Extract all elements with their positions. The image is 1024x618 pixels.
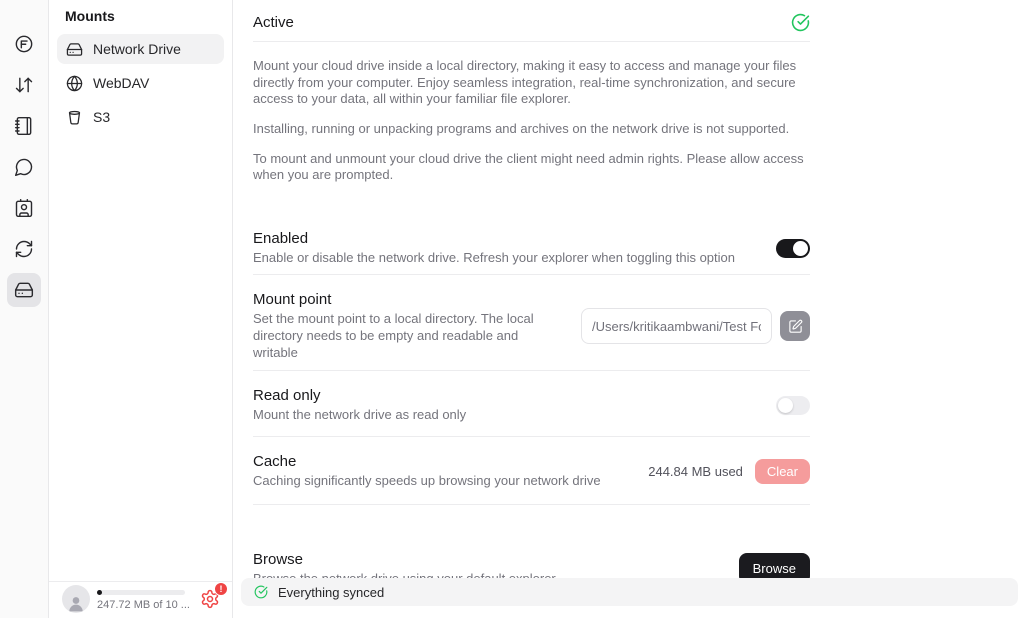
setting-row-read-only <box>253 371 810 437</box>
notebook-icon <box>14 116 34 136</box>
setting-description: Caching significantly speeds up browsing your network drive <box>253 472 601 488</box>
storage-progress-fill <box>97 590 102 595</box>
toggle-knob <box>778 398 793 413</box>
filen-logo-icon <box>14 34 34 54</box>
setting-title: Read only <box>253 387 321 405</box>
settings-list <box>253 217 810 602</box>
rail-item-logo[interactable] <box>7 27 41 61</box>
bucket-icon <box>66 109 83 126</box>
setting-description: Mount the network drive as read only <box>253 407 467 423</box>
sidebar-item-webdav[interactable] <box>57 68 224 98</box>
section-header <box>253 0 810 42</box>
setting-title: Browse <box>253 550 304 568</box>
setting-text <box>253 453 601 490</box>
alert-badge: ! <box>214 582 228 596</box>
rail-item-chats[interactable] <box>7 150 41 184</box>
mount-point-input[interactable] <box>581 308 772 344</box>
sidebar-item-s3[interactable] <box>57 102 224 132</box>
read-only-toggle[interactable] <box>776 396 810 415</box>
main-area <box>234 0 1024 618</box>
user-icon <box>66 593 86 613</box>
clear-cache-button[interactable]: Clear <box>755 459 810 484</box>
storage-usage <box>97 588 191 611</box>
intro-paragraph: To mount and unmount your cloud drive the client might need admin rights. Please allow access when you are prompted. <box>253 150 804 183</box>
edit-mount-point-button[interactable] <box>780 311 810 341</box>
arrow-down-up-icon <box>14 75 34 95</box>
setting-description: Enable or disable the network drive. Refresh your explorer when toggling this option <box>253 249 735 265</box>
hard-drive-icon <box>14 280 34 300</box>
intro-paragraph: Installing, running or unpacking programs and archives on the network drive is not supported. <box>253 120 790 136</box>
setting-text <box>253 291 565 361</box>
circle-check-icon <box>254 585 268 599</box>
storage-text: 247.72 MB of 10 ... <box>97 598 190 611</box>
account-footer <box>49 581 232 618</box>
setting-text <box>253 230 735 267</box>
setting-title: Mount point <box>253 291 332 309</box>
intro-paragraph: Mount your cloud drive inside a local directory, making it easy to access and manage your files directly from your computer. Enjoy seamless integration, real-time synchronization, and secure access to your data, all within your familiar file explorer. <box>253 58 797 107</box>
icon-rail <box>0 0 49 618</box>
rail-item-notes[interactable] <box>7 109 41 143</box>
sidebar-item-label: S3 <box>93 109 111 125</box>
setting-row-mount-point <box>253 275 810 371</box>
message-circle-icon <box>14 157 34 177</box>
setting-title: Cache <box>253 452 297 470</box>
enabled-toggle[interactable] <box>776 239 810 258</box>
square-pen-icon <box>788 319 803 334</box>
storage-progressbar <box>97 590 185 595</box>
panel-title: Mounts <box>65 8 115 24</box>
network-drive-settings <box>253 0 810 602</box>
mounts-panel <box>49 0 233 618</box>
browse-button[interactable]: Browse <box>739 553 810 584</box>
cache-control <box>648 459 810 484</box>
setting-description: Set the mount point to a local directory. The local directory needs to be empty and readable and writable <box>253 311 534 360</box>
sidebar-item-label: Network Drive <box>93 41 181 57</box>
setting-row-enabled <box>253 217 810 276</box>
rail-item-mounts[interactable] <box>7 273 41 307</box>
setting-text <box>253 387 466 424</box>
mount-point-control <box>581 308 810 344</box>
circle-check-icon <box>791 13 810 32</box>
sync-status-bar <box>241 578 1018 606</box>
mounts-nav <box>49 34 232 132</box>
rail-item-contacts[interactable] <box>7 191 41 225</box>
rail-item-sync[interactable] <box>7 232 41 266</box>
toggle-knob <box>793 241 808 256</box>
contact-card-icon <box>14 198 34 218</box>
setting-row-cache <box>253 437 810 505</box>
hard-drive-icon <box>66 41 83 58</box>
sidebar-item-network-drive[interactable] <box>57 34 224 64</box>
settings-gear-button[interactable] <box>200 583 223 609</box>
sync-status-text: Everything synced <box>278 584 385 600</box>
avatar[interactable] <box>62 585 90 613</box>
setting-title: Enabled <box>253 229 309 247</box>
refresh-sync-icon <box>14 239 34 259</box>
rail-item-transfers[interactable] <box>7 68 41 102</box>
sidebar-item-label: WebDAV <box>93 75 150 91</box>
cache-used-text: 244.84 MB used <box>648 463 743 479</box>
globe-icon <box>66 75 83 92</box>
page-title: Active <box>253 14 294 31</box>
